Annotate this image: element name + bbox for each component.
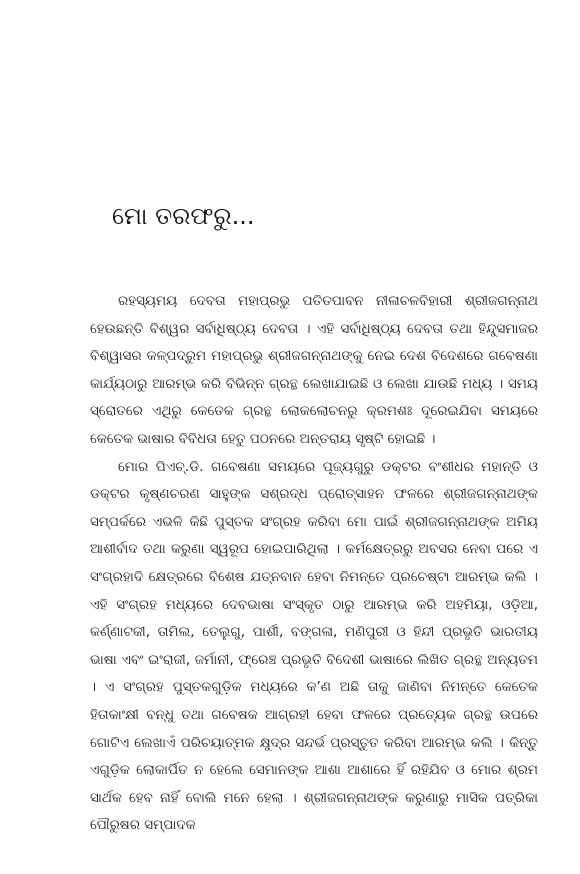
paragraph-1: ରହସ୍ୟମୟ ଦେବତା ମହାପ୍ରଭୁ ପତିତପାବନ ନୀଳାଚଳବିହାରୀ ଶ୍ରୀଜଗନ୍ନାଥ ହେଉଛନ୍ତି ବିଶ୍ୱର ସର୍ବାଧିଷ୍ଠ୍ୟ ଦେବତା । ଏହି ସର୍ବାଧିଷ୍ଠ୍ୟ ଦେବତା ତଥା ହିନ୍ଦୁସମାଜର ବିଶ୍ୱାସର କଳ୍ପଦ୍ରୁମ ମହାପ୍ରଭୁ ଶ୍ରୀଜଗନ୍ନାଥଙ୍କୁ ନେଇ ଦେଶ ବିଦେଶରେ ଗବେଷଣା କାର୍ଯ୍ୟଠାରୁ ଆରମ୍ଭ କରି ବିଭିନ୍ନ ଗ୍ରନ୍ଥ ଲେଖାଯାଇଛି ଓ ଲେଖା ଯାଉଛି ମଧ୍ୟ । ସମୟ ସ୍ରୋତରେ ଏଥିରୁ କେତେକ ଗ୍ରନ୍ଥ ଲୋକଲୋଚନରୁ କ୍ରମଶଃ ଦୂରେଇଯିବା ସମୟରେ କେତେକ ଭାଷାର ବିବିଧତା ହେତୁ ପଠନରେ ଅନ୍ତରାୟ ସୃଷ୍ଟି ହୋଇଛି । xyxy=(90,293,538,447)
body-text xyxy=(90,288,538,840)
paragraph-2: ମୋର ପିଏଚ୍.ଡି. ଗବେଷଣା ସମୟରେ ପୂଜ୍ୟଗୁରୁ ଡକ୍ଟର ବଂଶୀଧର ମହାନ୍ତି ଓ ଡକ୍ଟର କୃଷ୍ଣଚରଣ ସାହୁଙ୍କ ସଶ୍ରଦ୍ଧ ପ୍ରୋତ୍ସାହନ ଫଳରେ ଶ୍ରୀଜଗନ୍ନାଥଙ୍କ ସମ୍ପର୍କରେ ଏଭଳି କିଛି ପୁସ୍ତକ ସଂଗ୍ରହ କରିବା ମୋ ପାଇଁ ଶ୍ରୀଜଗନ୍ନାଥଙ୍କ ଅମିୟ ଆଶୀର୍ବାଦ ତଥା କରୁଣା ସ୍ୱରୂପ ହୋଇପାରିଥିଲା । କର୍ମକ୍ଷେତ୍ରରୁ ଅବସର ନେବା ପରେ ଏ ସଂଗ୍ରହାଦି କ୍ଷେତ୍ରରେ ବିଶେଷ ଯତ୍ନବାନ ହେବା ନିମନ୍ତେ ପ୍ରଚେଷ୍ଟା ଆରମ୍ଭ କଲି । ଏହି ସଂଗ୍ରହ ମଧ୍ୟରେ ଦେବଭାଷା ସଂସ୍କୃତ ଠାରୁ ଆରମ୍ଭ କରି ଅହମିୟା, ଓଡ଼ିଆ, କର୍ଣ୍ଣାଟକୀ, ତାମିଲ, ତେଲୁଗୁ, ପାର୍ଶୀ, ବଙ୍ଗଳା, ମଣିପୁରୀ ଓ ହିନ୍ଦୀ ପ୍ରଭୃତି ଭାରତୀୟ ଭାଷା ଏବଂ ଇଂରାଜୀ, ଜର୍ମାନୀ, ଫ୍ରେଞ୍ଚ ପ୍ରଭୃତି ବିଦେଶୀ ଭାଷାରେ ଲିଖିତ ଗ୍ରନ୍ଥ ଅନ୍ୟତମ । ଏ ସଂଗ୍ରହ ପୁସ୍ତକଗୁଡ଼ିକ ମଧ୍ୟରେ କ’ଣ ଅଛି ତାକୁ ଜାଣିବା ନିମନ୍ତେ କେତେକ ହିତାକାଂକ୍ଷୀ ବନ୍ଧୁ ତଥା ଗବେଷକ ଆଗ୍ରହୀ ହେବା ଫଳରେ ପ୍ରତ୍ୟେକ ଗ୍ରନ୍ଥ ଉପରେ ଗୋଟିଏ ଲେଖାଏଁ ପରିଚୟାତ୍ମକ କ୍ଷୁଦ୍ର ସନ୍ଦର୍ଭ ପ୍ରସ୍ତୁତ କରିବା ଆରମ୍ଭ କଲି । କିନ୍ତୁ ଏଗୁଡ଼ିକ ଲୋକାର୍ପିତ ନ ହେଲେ ସେମାନଙ୍କ ଆଶା ଆଶାରେ ହିଁ ରହିଯିବ ଓ ମୋର ଶ୍ରମ ସାର୍ଥକ ହେବ ନାହିଁ ବୋଲି ମନେ ହେଲା । ଶ୍ରୀଜଗନ୍ନାଥଙ୍କ କରୁଣାରୁ ମାସିକ ପତ୍ରିକା ପୌରୁଷର ସମ୍ପାଦକ xyxy=(90,458,538,834)
page-heading: ମୋ ତରଫରୁ... xyxy=(112,202,255,230)
